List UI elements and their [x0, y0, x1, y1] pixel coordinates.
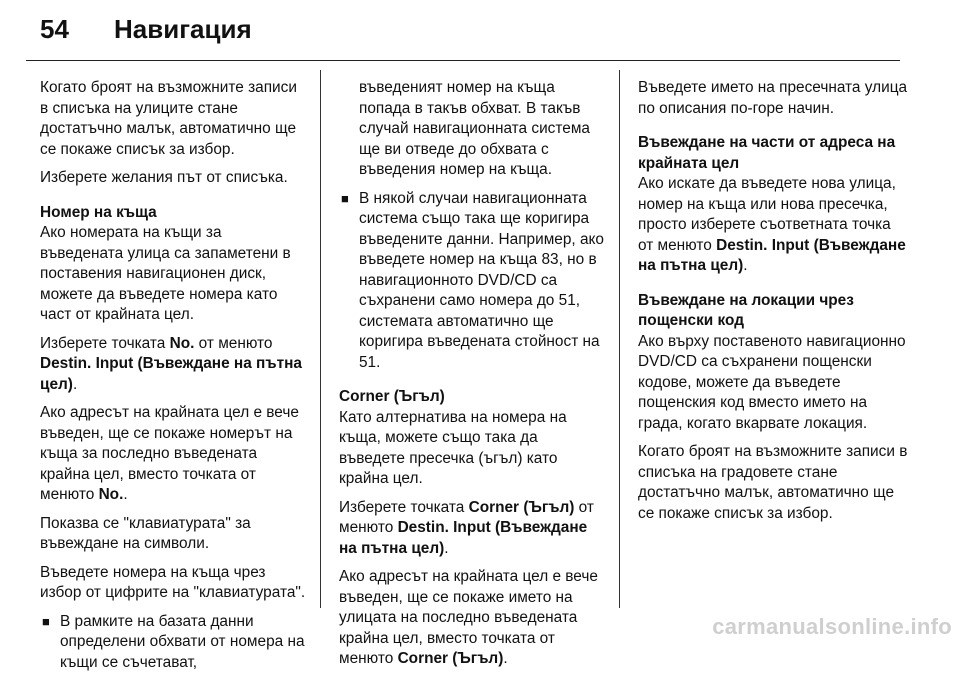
page-header	[40, 14, 252, 54]
paragraph: Показва се "клавиатурата" за въвеждане на символи.	[40, 514, 251, 552]
paragraph: Когато броят на възможните записи в списъка на улиците стане достатъчно малък, автоматично ще се покаже списък за избор.	[40, 79, 297, 158]
page-number: 54	[40, 14, 69, 44]
header-rule	[26, 60, 900, 61]
bullet-icon: ■	[341, 190, 349, 206]
section-heading-house-number: Номер на къща	[40, 203, 157, 221]
paragraph: Въведете номера на къща чрез избор от цифрите на "клавиатурата".	[40, 563, 306, 601]
paragraph: Изберете точката Corner (Ъгъл) от менюто Destin. Input (Въвеждане на пътна цел).	[339, 498, 594, 557]
watermark: carmanualsonline.info	[712, 614, 952, 639]
menu-ref: No.	[98, 486, 124, 503]
column-divider-2	[619, 70, 620, 608]
column-2	[339, 78, 607, 678]
paragraph: Изберете желания път от списъка.	[40, 169, 288, 186]
paragraph: Ако адресът на крайната цел е вече въведен, ще се покаже номерът на къща за последно въведената крайна цел, вместо точката от менюто No..	[40, 404, 299, 503]
section-heading-postcode: Въвеждане на локации чрез пощенски код	[638, 291, 854, 329]
paragraph: Ако номерата на къщи за въведената улица са запаметени в поставения навигационен диск, можете да въведете номера като част от крайната цел.	[40, 224, 291, 323]
paragraph: Изберете точката No. от менюто Destin. Input (Въвеждане на пътна цел).	[40, 334, 302, 393]
bullet-item: ■ В някой случаи навигационната система също така ще коригира въведените данни. Например, ако въведете номер на къща 83, но в навигационното DVD/CD са съхранени само номера до 51, системата автоматично ще коригира въведената стойност на 51.	[341, 189, 604, 371]
bullet-item: ■ В рамките на базата данни определени обхвати от номера на къщи се съчетават,	[42, 612, 305, 671]
section-heading-corner: Corner (Ъгъл)	[339, 388, 445, 405]
menu-ref: No.	[169, 334, 195, 352]
paragraph: Въведете името на пресечната улица по описания по-горе начин.	[638, 79, 908, 117]
column-divider-1	[320, 70, 321, 608]
menu-ref: Destin. Input (Въвеждане на пътна цел)	[40, 355, 302, 393]
column-1	[40, 78, 308, 681]
paragraph: Когато броят на възможните записи в списъка на градовете стане достатъчно малък, автоматично ще се покаже списък за избор.	[638, 443, 908, 522]
paragraph: Ако адресът на крайната цел е вече въведен, ще се покаже името на улицата на последно въведената крайна цел, вместо точката от менюто Corner (Ъгъл).	[339, 568, 598, 667]
paragraph: Ако искате да въведете нова улица, номер на къща или нова пресечка, просто изберете съответната точка от менюто Destin. Input (Въвеждане на пътна цел).	[638, 175, 906, 274]
page-title: Навигация	[114, 14, 252, 44]
section-heading-address-parts: Въвеждане на части от адреса на крайната цел	[638, 134, 896, 172]
paragraph: Като алтернатива на номера на къща, можете също така да въведете пресечка (ъгъл) като крайна цел.	[339, 408, 567, 487]
paragraph-continuation: въведеният номер на къща попада в такъв обхват. В такъв случай навигационната система ще ви отведе до обхвата с въведения номер на къща.	[359, 79, 590, 178]
menu-ref: Destin. Input (Въвеждане на пътна цел)	[339, 519, 588, 557]
menu-ref: Corner (Ъгъл)	[397, 650, 504, 667]
bullet-icon: ■	[42, 613, 50, 629]
menu-ref: Corner (Ъгъл)	[468, 498, 575, 516]
column-3	[638, 78, 910, 532]
paragraph: Ако върху поставеното навигационно DVD/CD са съхранени пощенски кодове, можете да въведете пощенския код вместо името на града, когато вкарвате локация.	[638, 332, 906, 432]
menu-ref: Destin. Input (Въвеждане на пътна цел)	[638, 236, 906, 274]
